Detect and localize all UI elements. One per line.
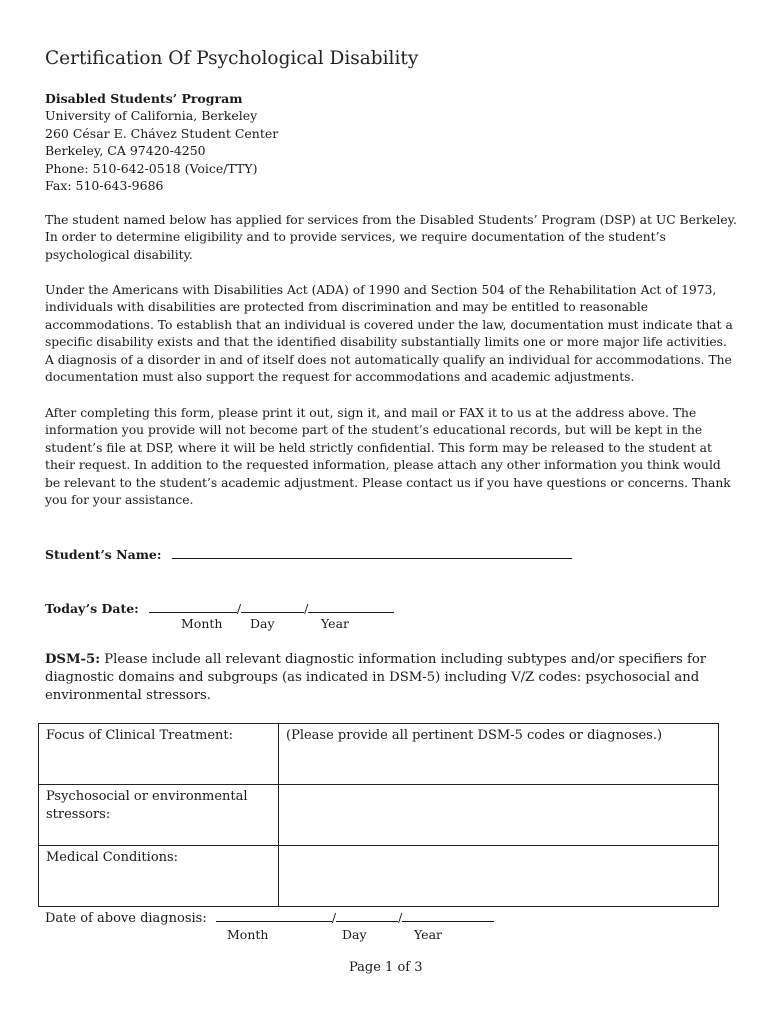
todays-date-month-field[interactable] (149, 600, 237, 613)
diagnosis-date-label: Date of above diagnosis: (45, 911, 207, 926)
dsm-text-line: environmental stressors. (45, 688, 211, 703)
clinical-treatment-label: Focus of Clinical Treatment: (39, 724, 279, 785)
text-line: documentation must also support the request for accommodations and academic adjustments. (45, 370, 635, 385)
date-separator: / (236, 601, 242, 616)
dsm-label: DSM-5: (45, 652, 101, 667)
ada-paragraph (45, 282, 735, 386)
todays-date-year-field[interactable] (308, 600, 394, 613)
text-line: After completing this form, please print it out, sign it, and mail or FAX it to us at the address above. The (45, 406, 697, 420)
diagnosis-date-year-caption: Year (414, 927, 442, 942)
text-line: accommodations. To establish that an individual is covered under the law, documentation must indicate that a (45, 317, 733, 332)
todays-date-day-caption: Day (250, 616, 275, 631)
text-line: psychological disability. (45, 247, 193, 262)
stressors-label (39, 785, 279, 846)
diagnosis-date-month-caption: Month (227, 927, 269, 942)
medical-conditions-label: Medical Conditions: (39, 846, 279, 907)
text-line: student’s file at DSP, where it will be held strictly confidential. This form may be released to the student at (45, 440, 712, 455)
dsm-text-line: Please include all relevant diagnostic information including subtypes and/or specifiers for (104, 652, 707, 667)
street-address: 260 César E. Chávez Student Center (45, 125, 279, 141)
intro-paragraph (45, 212, 735, 264)
table-row (39, 846, 719, 907)
diagnosis-date-day-caption: Day (342, 927, 367, 942)
table-row (39, 724, 719, 785)
fax-number: Fax: 510-643-9686 (45, 178, 164, 194)
city-address: Berkeley, CA 97420-4250 (45, 143, 206, 159)
phone-number: Phone: 510-642-0518 (Voice/TTY) (45, 160, 258, 176)
diagnosis-date-year-field[interactable] (402, 909, 494, 922)
page-title: Certification Of Psychological Disability (45, 48, 419, 69)
student-name-label: Student’s Name: (45, 547, 162, 562)
instructions-paragraph (45, 405, 735, 509)
date-separator: / (398, 910, 403, 925)
dsm-text-line: diagnostic domains and subgroups (as indicated in DSM-5) including V/Z codes: psychosocial and (45, 670, 700, 685)
student-name-row (45, 544, 572, 563)
todays-date-label: Today’s Date: (45, 601, 139, 616)
dsm-instructions (45, 651, 735, 705)
university-name: University of California, Berkeley (45, 108, 258, 124)
diagnosis-date-month-field[interactable] (216, 909, 332, 922)
text-line: In order to determine eligibility and to provide services, we require documentation of the student’s (45, 230, 666, 245)
stressors-label-line: stressors: (46, 806, 111, 822)
text-line: A diagnosis of a disorder in and of itself does not automatically qualify an individual for accommodations. The (45, 352, 732, 367)
date-separator: / (304, 601, 309, 616)
diagnosis-table (38, 723, 719, 907)
text-line: their request. In addition to the requested information, please attach any other information you think would (45, 458, 721, 473)
diagnosis-date-day-field[interactable] (336, 909, 398, 922)
todays-date-row (45, 598, 394, 617)
student-name-field[interactable] (172, 546, 572, 559)
diagnosis-date-row (45, 909, 494, 926)
page-number: Page 1 of 3 (349, 960, 423, 975)
program-name: Disabled Students’ Program (45, 91, 243, 106)
clinical-treatment-field[interactable]: (Please provide all pertinent DSM-5 codes or diagnoses.) (279, 724, 719, 785)
table-row (39, 785, 719, 846)
stressors-label-line: Psychosocial or environmental (46, 789, 248, 804)
todays-date-year-caption: Year (321, 616, 349, 631)
text-line: Under the Americans with Disabilities Act (ADA) of 1990 and Section 504 of the Rehabilitation Act of 1973, (45, 283, 717, 297)
todays-date-month-caption: Month (181, 616, 223, 631)
address-block (45, 90, 278, 194)
text-line: be relevant to the student’s academic adjustment. Please contact us if you have questions or concerns. Thank (45, 475, 731, 490)
text-line: specific disability exists and that the identified disability substantially limits one or more major life activities. (45, 335, 727, 350)
text-line: individuals with disabilities are protected from discrimination and may be entitled to reasonable (45, 300, 649, 315)
text-line: The student named below has applied for services from the Disabled Students’ Program (DSP) at UC Berkeley. (45, 213, 737, 227)
date-separator: / (331, 910, 337, 925)
text-line: you for your assistance. (45, 493, 194, 508)
todays-date-day-field[interactable] (241, 600, 304, 613)
stressors-field[interactable] (279, 785, 719, 846)
text-line: information you provide will not become part of the student’s educational records, but will be kept in the (45, 423, 703, 438)
medical-conditions-field[interactable] (279, 846, 719, 907)
